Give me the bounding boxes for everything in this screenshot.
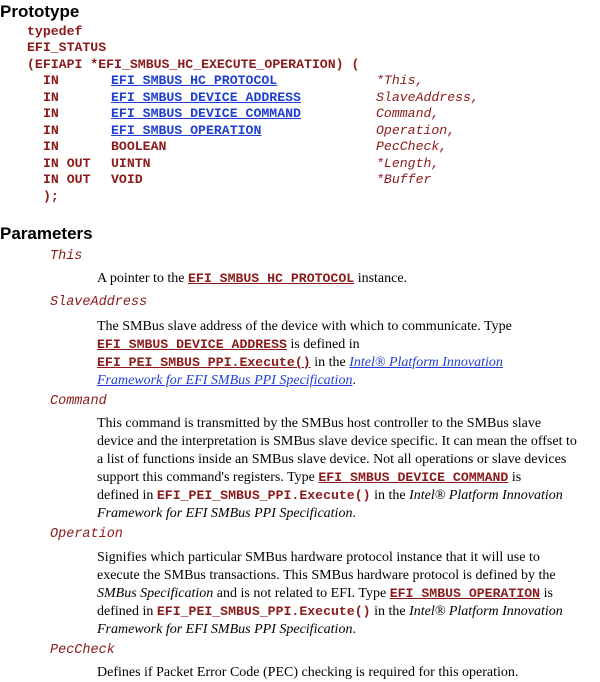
param-name: Operation,: [376, 123, 456, 138]
param-desc-pec-check: [97, 664, 597, 682]
param-name: Command,: [376, 106, 440, 121]
type-reference: EFI_SMBUS_DEVICE_ADDRESS: [97, 337, 287, 352]
param-term-command: Command: [50, 394, 107, 409]
desc-text: .: [352, 622, 356, 637]
spec-link[interactable]: Intel® Platform Innovation: [349, 355, 503, 370]
param-type-link[interactable]: EFI_SMBUS_DEVICE_ADDRESS: [111, 90, 301, 105]
param-type: BOOLEAN: [111, 139, 167, 154]
param-type-link[interactable]: EFI_SMBUS_OPERATION: [111, 123, 262, 138]
param-type: UINTN: [111, 156, 151, 171]
param-desc-slave-address: [97, 318, 597, 390]
desc-text: instance.: [354, 271, 408, 286]
spec-title: Framework for EFI SMBus PPI Specification: [97, 622, 353, 637]
param-direction: IN: [43, 139, 59, 154]
desc-text: is: [540, 586, 553, 601]
param-term-slave-address: SlaveAddress: [50, 295, 148, 310]
function-reference: EFI_PEI_SMBUS_PPI.Execute(): [156, 604, 371, 619]
spec-title: Intel® Platform Innovation: [409, 488, 563, 503]
desc-text: in the: [310, 355, 350, 370]
desc-text: The SMBus slave address of the device with which to communicate. Type: [97, 319, 512, 334]
param-direction: IN: [43, 123, 59, 138]
param-desc-this: [97, 270, 597, 288]
desc-text: and is not related to EFI. Type: [213, 586, 390, 601]
code-return-type: EFI_STATUS: [27, 40, 107, 55]
desc-text: defined in: [97, 488, 157, 503]
param-direction: IN: [43, 73, 59, 88]
desc-text: defined in: [97, 604, 157, 619]
param-type-link[interactable]: EFI_SMBUS_HC_PROTOCOL: [111, 73, 278, 88]
param-term-this: This: [50, 249, 83, 264]
prototype-heading: Prototype: [0, 2, 80, 21]
param-direction: IN: [43, 90, 59, 105]
desc-text: in the: [370, 488, 410, 503]
type-reference: EFI_SMBUS_DEVICE_COMMAND: [318, 470, 509, 485]
type-reference: EFI_SMBUS_HC_PROTOCOL: [188, 271, 355, 286]
code-signature: (EFIAPI *EFI_SMBUS_HC_EXECUTE_OPERATION) (: [27, 57, 360, 72]
desc-text: in the: [370, 604, 410, 619]
function-reference: EFI_PEI_SMBUS_PPI.Execute(): [156, 488, 371, 503]
spec-link[interactable]: Framework for EFI SMBus PPI Specification: [97, 373, 353, 388]
desc-text: is: [508, 470, 522, 485]
param-type: VOID: [111, 172, 143, 187]
code-close: );: [43, 189, 59, 204]
param-term-operation: Operation: [50, 527, 123, 542]
desc-text: execute the SMBus transactions. This SMBus hardware protocol is defined by the: [97, 568, 556, 583]
param-name: SlaveAddress,: [376, 90, 479, 105]
param-direction: IN OUT: [43, 172, 91, 187]
param-desc-command: [97, 415, 597, 523]
spec-title: Intel® Platform Innovation: [409, 604, 563, 619]
desc-text: Defines if Packet Error Code (PEC) checking is required for this operation.: [97, 665, 519, 680]
param-direction: IN: [43, 106, 59, 121]
desc-text: device and the interpretation is SMBus slave device specific. It can mean the offset to: [97, 434, 577, 449]
param-name: *Buffer: [376, 172, 432, 187]
parameters-heading: Parameters: [0, 224, 93, 243]
code-typedef: typedef: [27, 24, 83, 39]
function-reference: EFI_PEI_SMBUS_PPI.Execute(): [97, 355, 311, 370]
param-name: PecCheck,: [376, 139, 448, 154]
desc-text: This command is transmitted by the SMBus host controller to the SMBus slave: [97, 416, 542, 431]
param-desc-operation: [97, 549, 597, 639]
desc-text: A pointer to the: [97, 271, 188, 286]
param-name: *Length,: [376, 156, 440, 171]
desc-text: .: [352, 373, 356, 388]
param-name: *This,: [376, 73, 424, 88]
param-type-link[interactable]: EFI_SMBUS_DEVICE_COMMAND: [111, 106, 301, 121]
desc-text: .: [352, 506, 356, 521]
spec-title: SMBus Specification: [97, 586, 214, 601]
desc-text: is defined in: [286, 337, 360, 352]
desc-text: a list of functions inside an SMBus slave device. Not all operations or slave devices: [97, 452, 567, 467]
desc-text: support this command's registers. Type: [97, 470, 319, 485]
type-reference: EFI_SMBUS_OPERATION: [389, 586, 541, 601]
param-direction: IN OUT: [43, 156, 91, 171]
desc-text: Signifies which particular SMBus hardware protocol instance that it will use to: [97, 550, 540, 565]
spec-title: Framework for EFI SMBus PPI Specification: [97, 506, 353, 521]
param-term-pec-check: PecCheck: [50, 643, 115, 658]
